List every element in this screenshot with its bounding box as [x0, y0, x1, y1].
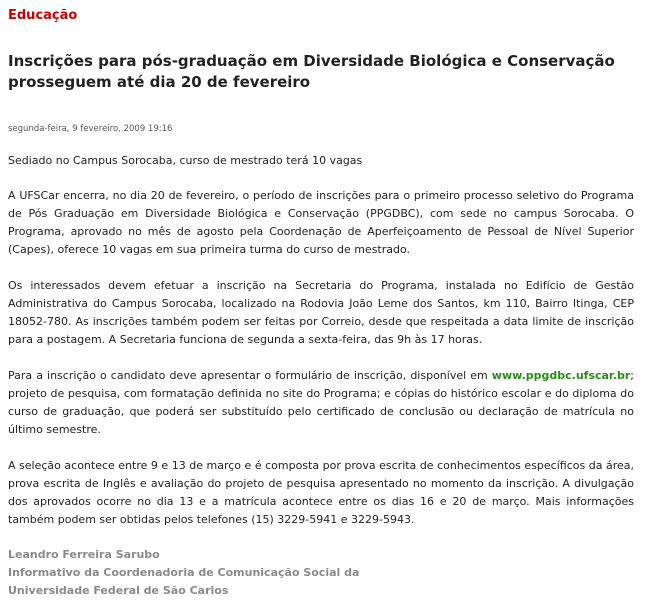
article-date: segunda-feira, 9 fevereiro, 2009 19:16 [8, 124, 173, 134]
paragraph-1: A UFSCar encerra, no dia 20 de fevereiro, o período de inscrições para o primeiro processo seletivo do Programa de Pós Graduação em Diversidade Biológica e Conservação (PPGDBC), com sede no campus Sorocaba. O Programa, aprovado no mês de agosto pela Coordenação de Aperfeiçoamento de Pessoal de Nível Superior (Capes), oferece 10 vagas em sua primeira turma do curso de mestrado. [8, 189, 634, 256]
paragraph-2: Os interessados devem efetuar a inscrição na Secretaria do Programa, instalada no Edifício de Gestão Administrativa do Campus Sorocaba, localizado na Rodovia João Leme dos Santos, km 110, Bairro Itinga, CEP 18052-780. As inscrições também podem ser feitas por Correio, desde que respeitada a data limite de inscrição para a postagem. A Secretaria funciona de segunda a sexta-feira, das 9h às 17 horas. [8, 279, 634, 346]
author-affiliation-line-2: Universidade Federal de São Carlos [8, 584, 229, 597]
program-website-link[interactable]: www.ppgdbc.ufscar.br [491, 369, 631, 382]
author-name: Leandro Ferreira Sarubo [8, 548, 160, 561]
paragraph-4: A seleção acontece entre 9 e 13 de março e é composta por prova escrita de conhecimentos específicos da área, prova escrita de Inglês e avaliação do projeto de pesquisa apresentado no momento da inscrição. A divulgação dos aprovados ocorre no dia 13 e a matrícula acontece entre os dias 16 e 20 de março. Mais informações também podem ser obtidas pelos telefones (15) 3229-5941 e 3229-5943. [8, 459, 634, 526]
article-body [8, 152, 634, 547]
paragraph-3-start: Para a inscrição o candidato deve apresentar o formulário de inscrição, disponível em [8, 369, 492, 382]
page-title: Inscrições para pós-graduação em Diversidade Biológica e Conservação prosseguem até dia 20 de fevereiro [8, 52, 615, 91]
author-affiliation-line-1: Informativo da Coordenadoria de Comunicação Social da [8, 566, 360, 579]
paragraph-3-end: ; projeto de pesquisa, com formatação definida no site do Programa; e cópias do histórico escolar e do diploma do curso de graduação, que poderá ser substituído pelo certificado de conclusão ou declaração de matrícula no último semestre. [8, 369, 634, 436]
section-label: Educação [8, 8, 78, 23]
paragraph-3 [8, 367, 634, 439]
author-signature [8, 546, 359, 600]
article-subtitle: Sediado no Campus Sorocaba, curso de mestrado terá 10 vagas [8, 154, 363, 167]
